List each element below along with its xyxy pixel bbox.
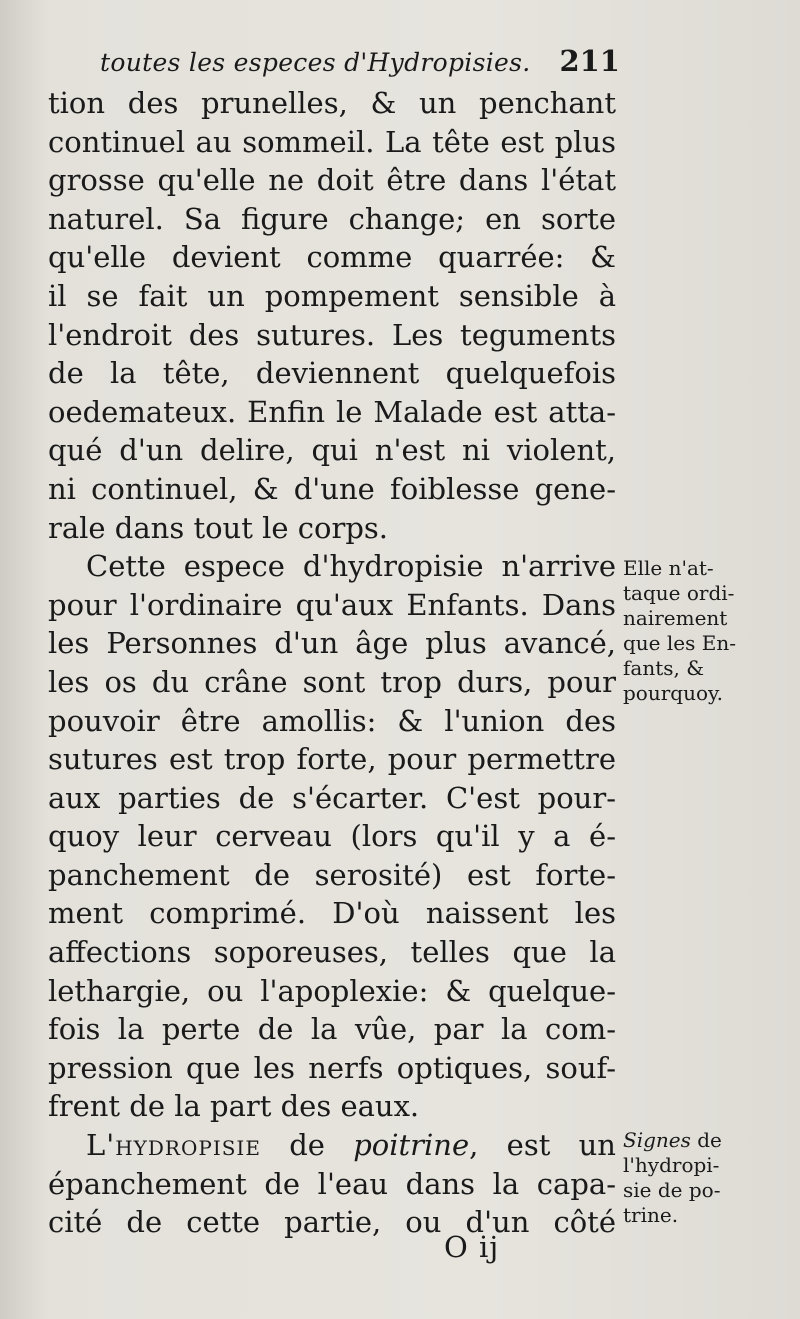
margin-line <box>623 1128 763 1153</box>
body-text <box>48 84 616 1242</box>
running-head <box>100 42 620 82</box>
margin-line: Elle n'at- <box>623 556 714 580</box>
page-number: 211 <box>559 44 620 78</box>
text-line: pression que les nerfs optiques, souf- <box>48 1050 616 1085</box>
text-line: lethargie, ou l'apoplexie: & quelque- <box>48 973 616 1008</box>
margin-line: trine. <box>623 1203 679 1227</box>
text-line: les Personnes d'un âge plus avancé, <box>48 626 616 661</box>
margin-line: nairement <box>623 606 728 630</box>
text-line: épanchement de l'eau dans la capa- <box>48 1166 616 1201</box>
text-line: continuel au sommeil. La tête est plus <box>48 124 616 159</box>
text-line: qué d'un delire, qui n'est ni violent, <box>48 433 616 468</box>
margin-line: que les En- <box>623 631 736 655</box>
text-line: il se fait un pompement sensible à <box>48 278 616 313</box>
margin-line: taque ordi- <box>623 581 735 605</box>
margin-line: sie de po- <box>623 1178 721 1202</box>
text-line: panchement de serosité) est forte- <box>48 857 616 892</box>
text-line: pour l'ordinaire qu'aux Enfants. Dans <box>48 587 616 622</box>
text-line: aux parties de s'écarter. C'est pour- <box>48 780 616 815</box>
text-line: quoy leur cerveau (lors qu'il y a é- <box>48 819 616 854</box>
margin-note-signs <box>623 1128 763 1228</box>
text-line: tion des prunelles, & un penchant <box>48 86 616 120</box>
text-line: fois la perte de la vûe, par la com- <box>48 1012 616 1047</box>
text-line: ni continuel, & d'une foiblesse gene- <box>48 471 616 506</box>
text-line: frent de la part des eaux. <box>48 1089 420 1124</box>
text-line: naturel. Sa figure change; en sorte <box>48 201 616 236</box>
text-line: affections soporeuses, telles que la <box>48 935 616 970</box>
text-line: grosse qu'elle ne doit être dans l'état <box>48 163 616 198</box>
text-fragment: de <box>690 1128 722 1152</box>
text-fragment: de <box>260 1128 354 1163</box>
text-line: pouvoir être amollis: & l'union des <box>48 703 616 738</box>
show-through <box>625 110 775 270</box>
margin-note-children <box>623 556 763 706</box>
italic-term: poitrine <box>353 1128 470 1163</box>
text-line: ment comprimé. D'où naissent les <box>48 896 616 931</box>
text-line: oedemateux. Enfin le Malade est atta- <box>48 394 616 429</box>
small-caps-term: L'hydropisie <box>86 1128 261 1163</box>
text-line: l'endroit des sutures. Les teguments <box>48 317 616 352</box>
text-line: cité de cette partie, ou d'un côté <box>48 1205 616 1240</box>
text-line: qu'elle devient comme quarrée: & <box>48 240 616 275</box>
running-title: toutes les especes d'Hydropisies. <box>100 48 531 77</box>
text-line: sutures est trop forte, pour permettre <box>48 742 616 777</box>
text-fragment: , est un <box>469 1128 616 1163</box>
margin-line: pourquoy. <box>623 681 724 705</box>
italic-term: Signes <box>623 1128 691 1152</box>
text-line <box>48 1126 616 1165</box>
margin-line: l'hydropi- <box>623 1153 720 1177</box>
text-line: rale dans tout le corps. <box>48 510 388 545</box>
text-line: de la tête, deviennent quelquefois <box>48 356 616 391</box>
margin-line: fants, & <box>623 656 705 680</box>
text-line: les os du crâne sont trop durs, pour <box>48 664 616 699</box>
text-line: Cette espece d'hydropisie n'arrive <box>86 549 616 584</box>
signature-mark: O ij <box>444 1230 500 1264</box>
